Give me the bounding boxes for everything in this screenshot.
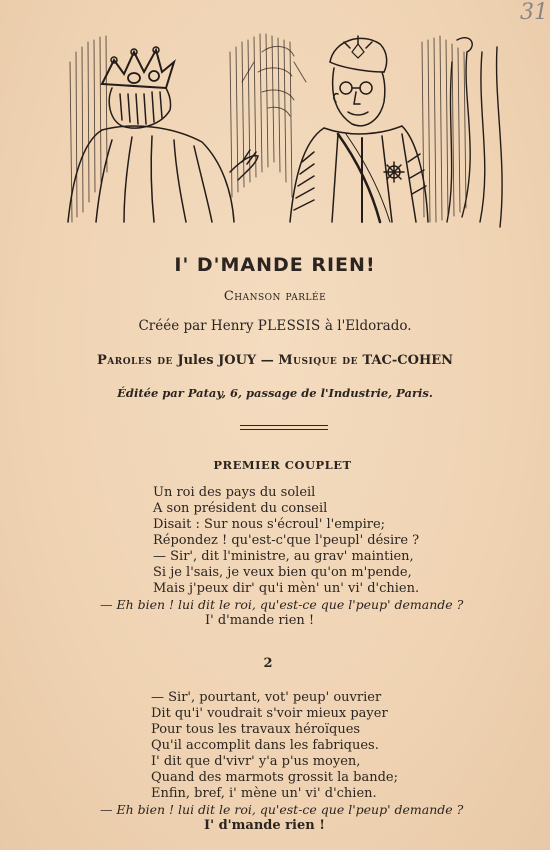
music-label: Musique de [278,353,358,368]
performance-credit [0,318,550,334]
verse-line: Qu'il accomplit dans les fabriques. [151,738,379,753]
illustration-king-and-minister [62,22,512,232]
verse-line: Si je l'sais, je veux bien qu'on m'pende, [153,565,412,580]
refrain-answer: I' d'mande rien ! [205,613,315,628]
verse-line: — Sir', pourtant, vot' peup' ouvrier [151,690,382,705]
verse-line: Mais j'peux dir' qu'i mèn' un' vi' d'chien. [153,581,420,596]
verse-line: — Sir', dit l'ministre, au grav' maintien, [153,549,414,564]
background-figure [242,46,306,116]
lyricist-name: JOUY [218,353,257,368]
refrain-line: — Eh bien ! lui dit le roi, qu'est-ce que l'peup' demande ? [100,802,464,817]
refrain-answer: I' d'mande rien ! [204,818,325,833]
authors-line [0,353,550,368]
authors-separator: — [260,353,274,368]
verse-line: Pour tous les travaux héroïques [151,722,361,737]
credit-suffix: à l'Eldorado. [324,318,412,334]
couplet2-number: 2 [263,656,273,671]
composer-name: TAC-COHEN [362,353,454,368]
divider-rule [240,425,328,430]
lyrics-label: Paroles de [96,353,173,368]
verse-line: Disait : Sur nous s'écroul' l'empire; [153,517,386,532]
lyricist-first-name: Jules [177,353,214,368]
verse-line: Dit qu'i' voudrait s'voir mieux payer [151,706,388,721]
publisher-line: Éditée par Patay, 6, passage de l'Industrie, Paris. [117,386,433,400]
song-title: I' D'MANDE RIEN! [174,254,376,276]
verse-line: Répondez ! qu'est-c'que l'peupl' désire ? [153,533,420,548]
verse-line: A son président du conseil [153,501,328,516]
verse-line: Enfin, bref, i' mène un' vi' d'chien. [151,786,377,801]
song-subtitle: Chanson parlée [223,289,327,304]
couplet1-heading: PREMIER COUPLET [213,458,352,472]
page-number: 31 [520,0,548,25]
curtain-right [447,38,502,227]
minister-figure [290,36,428,222]
refrain-line: — Eh bien ! lui dit le roi, qu'est-ce que l'peup' demande ? [100,597,464,612]
king-figure [68,47,258,222]
credit-prefix: Créée par Henry [138,318,254,334]
verse-line: I' dit que d'vivr' y'a p'us moyen, [151,754,361,769]
verse-line: Un roi des pays du soleil [153,485,316,500]
verse-line: Quand des marmots grossit la bande; [151,770,398,785]
performer-name: PLESSIS [257,318,321,334]
